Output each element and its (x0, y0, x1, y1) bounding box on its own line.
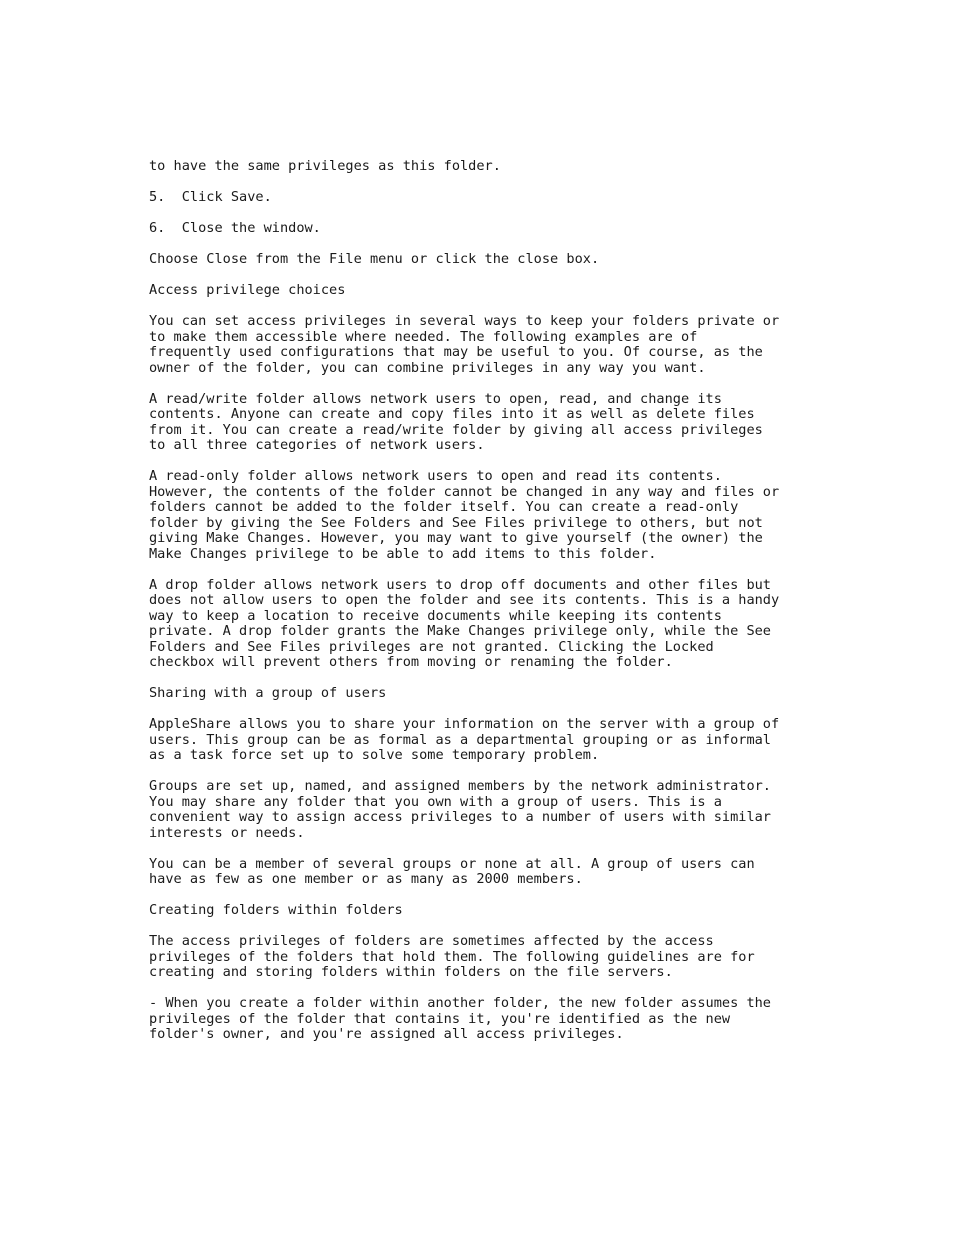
text-line: Make Changes privilege to be able to add items to this folder. (149, 545, 657, 562)
text-line: privileges of the folder that contains it, you're identified as the new (149, 1010, 731, 1027)
text-line: You can set access privileges in several ways to keep your folders private or (149, 313, 780, 329)
text-line: contents. Anyone can create and copy files into it as well as delete files (149, 406, 755, 422)
text-line: A drop folder allows network users to drop off documents and other files but (149, 576, 771, 593)
text-line: frequently used configurations that may be useful to you. Of course, as the (149, 344, 763, 360)
paragraph (149, 283, 929, 299)
text-line: interests or needs. (149, 824, 305, 841)
text-line: 6. Close the window. (149, 220, 321, 236)
text-line: private. A drop folder grants the Make Changes privilege only, while the See (149, 623, 771, 639)
text-line: users. This group can be as formal as a departmental grouping or as informal (149, 731, 771, 748)
text-line: folder by giving the See Folders and See Files privilege to others, but not (149, 514, 763, 531)
paragraph (149, 190, 929, 206)
document-page (149, 159, 929, 1058)
text-line: Sharing with a group of users (149, 685, 387, 701)
text-line: as a task force set up to solve some temporary problem. (149, 747, 600, 763)
text-line: privileges of the folders that hold them. The following guidelines are for (149, 948, 755, 965)
paragraph (149, 159, 929, 175)
text-line: have as few as one member or as many as 2000 members. (149, 871, 583, 887)
text-line: owner of the folder, you can combine privileges in any way you want. (149, 359, 706, 376)
text-line: way to keep a location to receive documents while keeping its contents (149, 607, 722, 624)
text-line: from it. You can create a read/write folder by giving all access privileges (149, 421, 763, 438)
paragraph (149, 779, 929, 841)
text-line: AppleShare allows you to share your information on the server with a group of (149, 716, 780, 732)
text-line: 5. Click Save. (149, 189, 272, 205)
text-line: However, the contents of the folder cannot be changed in any way and files or (149, 483, 780, 500)
text-line: folders cannot be added to the folder itself. You can create a read-only (149, 499, 739, 515)
text-line: checkbox will prevent others from moving or renaming the folder. (149, 654, 673, 670)
text-line: The access privileges of folders are sometimes affected by the access (149, 933, 714, 949)
text-line: Groups are set up, named, and assigned members by the network administrator. (149, 778, 771, 794)
paragraph (149, 717, 929, 764)
text-line: Creating folders within folders (149, 902, 403, 918)
text-line: You may share any folder that you own with a group of users. This is a (149, 793, 722, 810)
text-line: to have the same privileges as this folder. (149, 158, 501, 174)
paragraph (149, 392, 929, 454)
paragraph (149, 469, 929, 562)
text-line: convenient way to assign access privileges to a number of users with similar (149, 809, 771, 825)
paragraph (149, 934, 929, 981)
text-line: You can be a member of several groups or none at all. A group of users can (149, 855, 755, 872)
paragraph (149, 686, 929, 702)
text-line: does not allow users to open the folder and see its contents. This is a handy (149, 592, 780, 608)
text-line: creating and storing folders within folders on the file servers. (149, 964, 673, 980)
paragraph (149, 857, 929, 888)
paragraph (149, 252, 929, 268)
text-line: Choose Close from the File menu or click the close box. (149, 251, 600, 267)
text-line: to all three categories of network users. (149, 437, 485, 453)
paragraph (149, 578, 929, 671)
text-line: - When you create a folder within another folder, the new folder assumes the (149, 995, 771, 1011)
paragraph (149, 996, 929, 1043)
text-line: Folders and See Files privileges are not granted. Clicking the Locked (149, 638, 714, 655)
paragraph (149, 314, 929, 376)
text-line: A read/write folder allows network users to open, read, and change its (149, 390, 722, 407)
paragraph (149, 221, 929, 237)
text-line: to make them accessible where needed. The following examples are of (149, 328, 698, 345)
text-line: Access privilege choices (149, 282, 346, 298)
text-line: folder's owner, and you're assigned all access privileges. (149, 1026, 624, 1042)
paragraph (149, 903, 929, 919)
text-line: giving Make Changes. However, you may want to give yourself (the owner) the (149, 530, 763, 546)
text-line: A read-only folder allows network users to open and read its contents. (149, 468, 722, 484)
